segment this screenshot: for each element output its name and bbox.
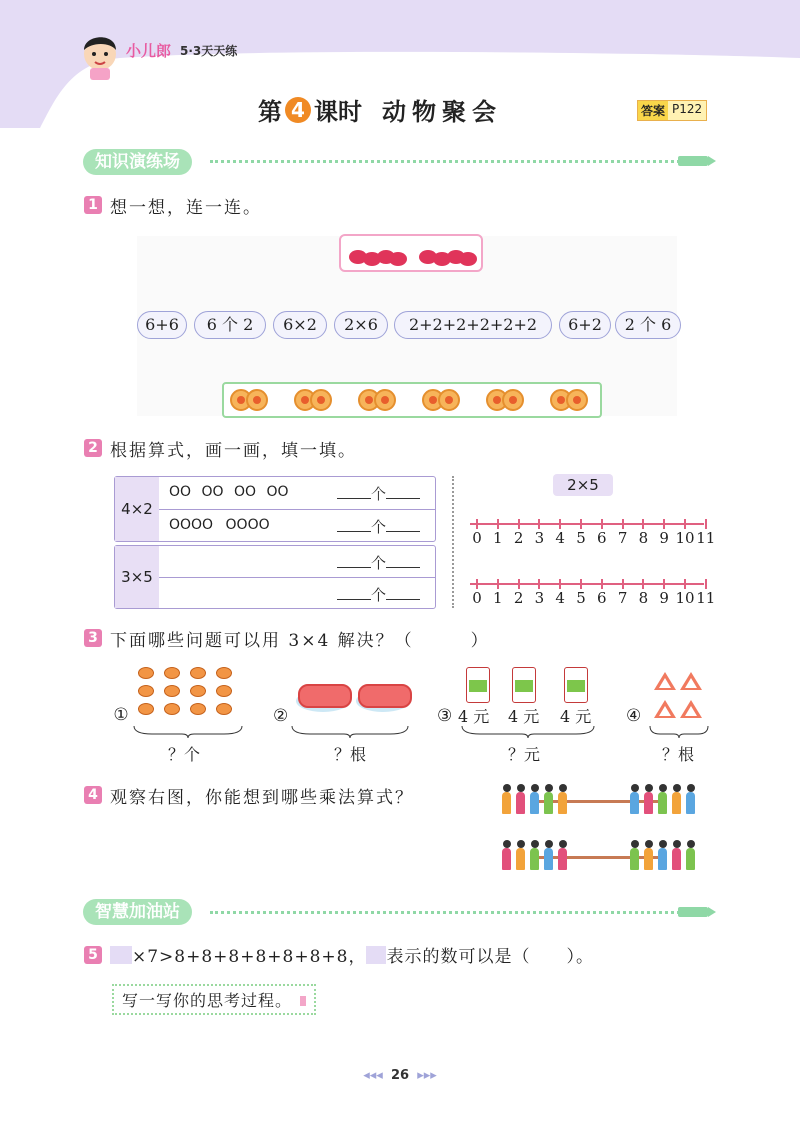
series-name: 5·3天天练 [180, 44, 238, 58]
number-line-label: 11 [696, 589, 716, 607]
number-line-tick [497, 519, 499, 529]
triangle-icon [654, 700, 676, 718]
number-line-label: 7 [617, 529, 628, 547]
question-2-text: 根据算式，画一画，填一填。 [110, 441, 357, 461]
number-line-label: 4 [555, 589, 565, 607]
pencil-icon [678, 156, 708, 166]
number-line-label: 11 [696, 529, 716, 547]
lesson-number-badge: 4 [285, 97, 311, 123]
page-title [258, 92, 502, 127]
q2-drawing-groups: OOOO OOOO [169, 517, 270, 533]
price-label: 4 元 [458, 707, 490, 726]
number-line-tick [684, 579, 686, 589]
question-3-text: 下面哪些问题可以用 3×4 解决？（ ） [110, 631, 490, 651]
number-line-tick [705, 519, 707, 529]
question-5-part2: 表示的数可以是（ ）。 [386, 947, 594, 967]
mascot-boy-icon [78, 30, 122, 80]
number-line-label: 6 [597, 589, 607, 607]
sausages-icon [294, 676, 414, 716]
number-line-tick [705, 579, 707, 589]
lesson-title: 动物聚会 [382, 98, 502, 126]
number-line-label: 0 [472, 589, 482, 607]
milk-carton-icon [512, 667, 536, 703]
number-line-tick [559, 519, 561, 529]
number-line-label: 10 [675, 529, 695, 547]
brace [132, 724, 244, 738]
number-line-tick [684, 519, 686, 529]
q2-table-row-2 [114, 545, 436, 609]
q2-row1-label: 4×2 [115, 477, 159, 541]
question-number-2: 2 [84, 439, 102, 457]
number-line-label: 5 [576, 589, 586, 607]
tug-of-war-illustration-1 [496, 780, 710, 820]
answer-page: P122 [672, 102, 703, 116]
option-oval[interactable]: 6×2 [273, 311, 327, 339]
question-number-5: 5 [84, 946, 102, 964]
number-line-label: 1 [493, 529, 503, 547]
section-practice-header: 知识演练场 [83, 149, 192, 175]
q2-row2-label: 3×5 [115, 546, 159, 608]
fill-blank[interactable]: 个 [337, 516, 420, 537]
brace [290, 724, 410, 738]
number-line-label: 8 [638, 589, 649, 607]
item-marker: ② [273, 706, 289, 726]
brace [460, 724, 596, 738]
pencil-icon [678, 907, 708, 917]
number-line [470, 583, 704, 585]
question-4-text: 观察右图，你能想到哪些乘法算式？ [110, 788, 414, 808]
triangle-icon [654, 672, 676, 690]
answer-box[interactable] [366, 946, 386, 964]
lesson-suffix: 课时 [314, 98, 362, 126]
number-line-tick [476, 579, 478, 589]
number-line-tick [538, 579, 540, 589]
number-line-label: 5 [576, 529, 586, 547]
numberline-label: 2×5 [553, 474, 613, 496]
item-question: ？个 [168, 745, 201, 764]
number-line-label: 7 [617, 589, 628, 607]
number-line-label: 6 [597, 529, 607, 547]
fill-blank[interactable]: 个 [337, 552, 420, 573]
option-oval[interactable]: 2+2+2+2+2+2 [394, 311, 552, 339]
question-5-text [110, 942, 594, 967]
number-line-tick [663, 519, 665, 529]
vertical-divider [452, 476, 454, 608]
drumsticks-icon [134, 665, 244, 721]
tug-of-war-illustration-2 [496, 836, 710, 876]
answer-box[interactable] [110, 946, 132, 964]
item-question: ？根 [662, 745, 695, 764]
number-line-tick [601, 579, 603, 589]
section-divider [210, 160, 680, 163]
number-line-tick [580, 579, 582, 589]
number-line-label: 2 [513, 589, 524, 607]
number-line-label: 1 [493, 589, 503, 607]
item-marker: ④ [626, 706, 642, 726]
answer-label: 答案 [638, 101, 668, 120]
number-line [470, 523, 704, 525]
number-line-tick [601, 519, 603, 529]
number-line-tick [642, 519, 644, 529]
number-line-label: 9 [659, 589, 669, 607]
fill-blank[interactable]: 个 [337, 584, 420, 605]
brace [648, 724, 710, 738]
price-label: 4 元 [560, 707, 592, 726]
cookies-box [222, 382, 602, 418]
number-line-tick [622, 519, 624, 529]
option-oval[interactable]: 2 个 6 [615, 311, 681, 339]
number-line-label: 0 [472, 529, 482, 547]
triangle-icon [680, 700, 702, 718]
option-oval[interactable]: 6 个 2 [194, 311, 266, 339]
cherries-box [339, 234, 483, 272]
number-line-tick [622, 579, 624, 589]
question-number-3: 3 [84, 629, 102, 647]
milk-carton-icon [466, 667, 490, 703]
fill-blank[interactable]: 个 [337, 483, 420, 504]
option-oval[interactable]: 6+6 [137, 311, 187, 339]
number-line-tick [497, 579, 499, 589]
number-line-tick [642, 579, 644, 589]
question-number-4: 4 [84, 786, 102, 804]
number-line-label: 3 [534, 589, 545, 607]
section-boost-header: 智慧加油站 [83, 899, 192, 925]
triangle-icon [680, 672, 702, 690]
page-number-nav [348, 1068, 452, 1083]
number-line-label: 2 [513, 529, 524, 547]
price-label: 4 元 [508, 707, 540, 726]
number-line-tick [538, 519, 540, 529]
q2-drawing-pairs: OO OO OO OO [169, 484, 289, 500]
question-1-text: 想一想，连一连。 [110, 198, 262, 218]
page-number: 26 [390, 1068, 410, 1083]
q2-table-row-1 [114, 476, 436, 542]
lesson-prefix: 第 [258, 98, 282, 126]
prev-arrows-icon: ◂◂◂ [363, 1068, 383, 1083]
number-line-label: 4 [555, 529, 565, 547]
number-line-tick [518, 519, 520, 529]
item-marker: ③ [437, 706, 453, 726]
number-line-label: 8 [638, 529, 649, 547]
section-divider [210, 911, 680, 914]
number-line-tick [518, 579, 520, 589]
number-line-tick [559, 579, 561, 589]
number-line-tick [476, 519, 478, 529]
answer-badge [637, 100, 707, 121]
number-line-label: 9 [659, 529, 669, 547]
next-arrows-icon: ▸▸▸ [417, 1068, 437, 1083]
number-line-label: 10 [675, 589, 695, 607]
question-5-part1: ×7>8+8+8+8+8+8+8， [132, 947, 367, 967]
number-line-tick [580, 519, 582, 529]
item-marker: ① [113, 705, 129, 725]
option-oval[interactable]: 2×6 [334, 311, 388, 339]
option-oval[interactable]: 6+2 [559, 311, 611, 339]
number-line-tick [663, 579, 665, 589]
think-process-label: 写一写你的思考过程。 [112, 984, 316, 1015]
number-line-label: 3 [534, 529, 545, 547]
question-number-1: 1 [84, 196, 102, 214]
milk-carton-icon [564, 667, 588, 703]
brand-name: 小儿郎 [126, 42, 172, 60]
item-question: ？元 [508, 745, 541, 764]
item-question: ？根 [334, 745, 367, 764]
